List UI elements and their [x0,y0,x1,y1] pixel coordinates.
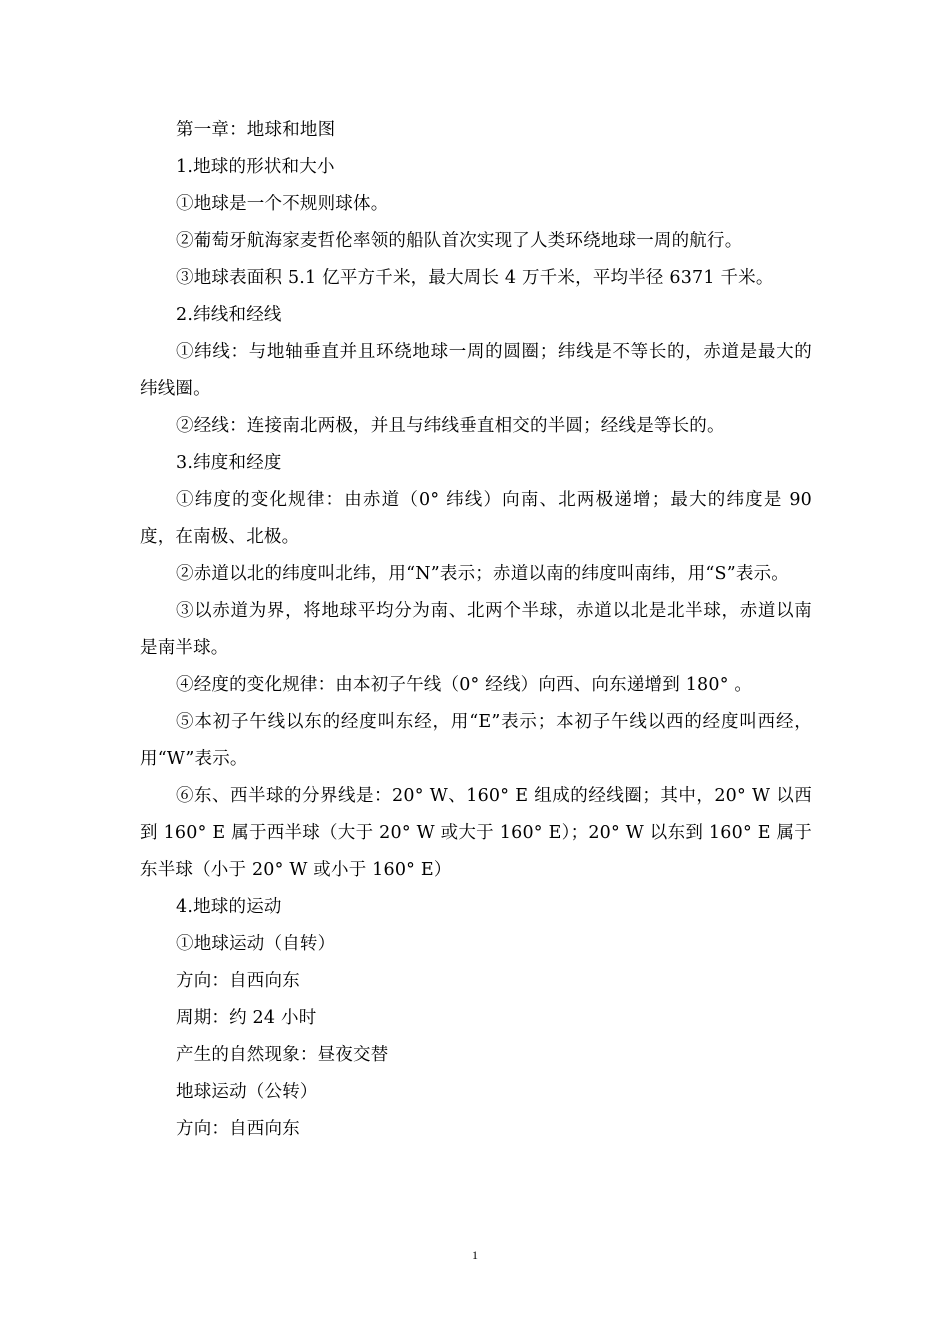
paragraph: ②赤道以北的纬度叫北纬，用“N”表示；赤道以南的纬度叫南纬，用“S”表示。 [176,564,789,584]
paragraph: ③以赤道为界，将地球平均分为南、北两个半球，赤道以北是北半球，赤道以南是南半球。 [140,601,812,658]
section-heading: 3.纬度和经度 [176,453,282,473]
chapter-title: 第一章：地球和地图 [176,120,336,140]
paragraph: 方向：自西向东 [176,971,300,991]
section-heading: 2.纬线和经线 [176,305,282,325]
paragraph: ①纬线：与地轴垂直并且环绕地球一周的圆圈；纬线是不等长的，赤道是最大的纬线圈。 [140,342,812,399]
section-heading: 1.地球的形状和大小 [176,157,335,177]
paragraph: 地球运动（公转） [176,1082,318,1102]
section-heading: 4.地球的运动 [176,897,282,917]
paragraph: ④经度的变化规律：由本初子午线（0° 经线）向西、向东递增到 180° 。 [176,675,753,695]
paragraph: ①纬度的变化规律：由赤道（0° 纬线）向南、北两极递增；最大的纬度是 90 度，在南极、北极。 [140,490,812,547]
paragraph: ⑥东、西半球的分界线是：20° W、160° E 组成的经线圈；其中，20° W 以西到 160° E 属于西半球（大于 20° W 或大于 160° E）；20° W 以东到 160° E 属于东半球（小于 20° W 或小于 160° E） [140,786,812,880]
paragraph: ②葡萄牙航海家麦哲伦率领的船队首次实现了人类环绕地球一周的航行。 [176,231,743,251]
paragraph: ⑤本初子午线以东的经度叫东经，用“E”表示；本初子午线以西的经度叫西经，用“W”表示。 [140,712,812,769]
paragraph: 方向：自西向东 [176,1119,300,1139]
paragraph: ①地球运动（自转） [176,934,336,954]
paragraph: ②经线：连接南北两极，并且与纬线垂直相交的半圆；经线是等长的。 [176,416,725,436]
paragraph: 产生的自然现象：昼夜交替 [176,1045,389,1065]
paragraph: ①地球是一个不规则球体。 [176,194,389,214]
paragraph: 周期：约 24 小时 [176,1008,317,1028]
page-number: 1 [472,1248,478,1262]
document-body [140,112,812,1148]
paragraph: ③地球表面积 5.1 亿平方千米，最大周长 4 万千米，平均半径 6371 千米。 [176,268,774,288]
